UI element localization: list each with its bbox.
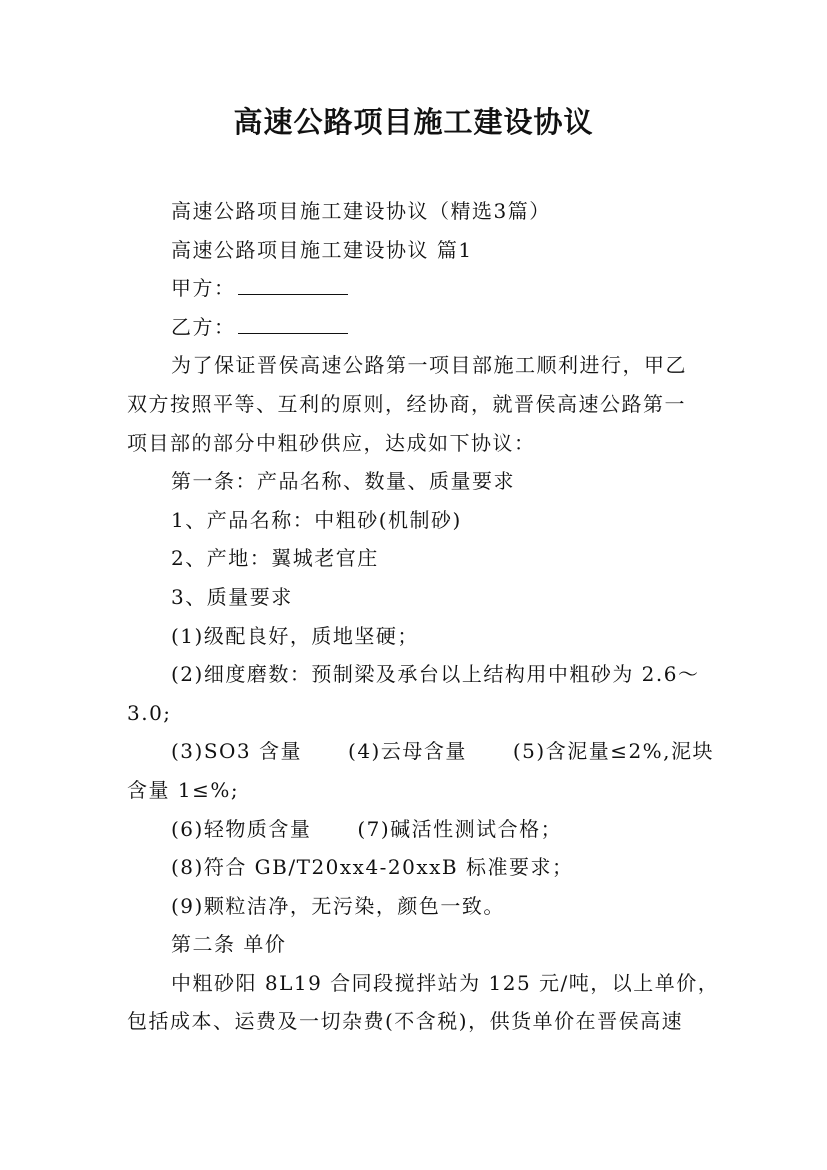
party-a-label: 甲方：: [171, 276, 236, 301]
party-a-blank: [238, 276, 348, 295]
document-body: [127, 192, 720, 1041]
document-title: 高速公路项目施工建设协议: [233, 105, 594, 139]
party-b-line: [127, 308, 705, 347]
quality-1-line: (1)级配良好，质地坚硬；: [171, 623, 419, 648]
quality-5-continued: 含量 1≤%;: [127, 777, 240, 802]
quality-8-line: (8)符合 GB/T20xx4-20xxB 标准要求；: [171, 855, 574, 880]
clause-1-heading: 第一条：产品名称、数量、质量要求: [171, 469, 515, 494]
quality-9-line: (9)颗粒洁净，无污染，颜色一致。: [171, 893, 505, 918]
quality-5-text: (5)含泥量≤2%,泥块: [512, 739, 715, 764]
quality-7-text: (7)碱活性测试合格；: [357, 816, 563, 841]
party-b-blank: [238, 315, 348, 334]
quality-6-text: (6)轻物质含量: [171, 816, 312, 841]
subtitle-line: 高速公路项目施工建设协议（精选3篇）: [171, 199, 551, 223]
price-line-2: 包括成本、运费及一切杂费(不含税)，供货单价在晋侯高速: [127, 1009, 684, 1034]
item-3-line: 3、质量要求: [171, 584, 293, 609]
party-b-label: 乙方：: [171, 314, 236, 339]
clause-2-heading: 第二条 单价: [171, 932, 287, 957]
party-a-line: [127, 269, 705, 308]
item-1-line: 1、产品名称：中粗砂(机制砂): [171, 507, 462, 532]
intro-line-1: 为了保证晋侯高速公路第一项目部施工顺利进行，甲乙: [171, 353, 687, 378]
quality-3-5-line: [127, 732, 715, 771]
quality-4-text: (4)云母含量: [348, 739, 467, 764]
item-2-line: 2、产地：翼城老官庄: [171, 546, 379, 571]
intro-line-3: 项目部的部分中粗砂供应，达成如下协议：: [127, 430, 536, 455]
quality-3-text: (3)SO3 含量: [171, 739, 303, 764]
price-line-1: 中粗砂阳 8L19 合同段搅拌站为 125 元/吨，以上单价，: [171, 970, 720, 995]
intro-line-2: 双方按照平等、互利的原则，经协商，就晋侯高速公路第一: [127, 391, 686, 416]
quality-2-line: (2)细度磨数：预制梁及承台以上结构用中粗砂为 2.6～: [171, 662, 700, 687]
quality-2-continued: 3.0;: [127, 700, 172, 725]
quality-6-7-line: [127, 810, 705, 849]
article-heading: 高速公路项目施工建设协议 篇1: [171, 237, 473, 262]
